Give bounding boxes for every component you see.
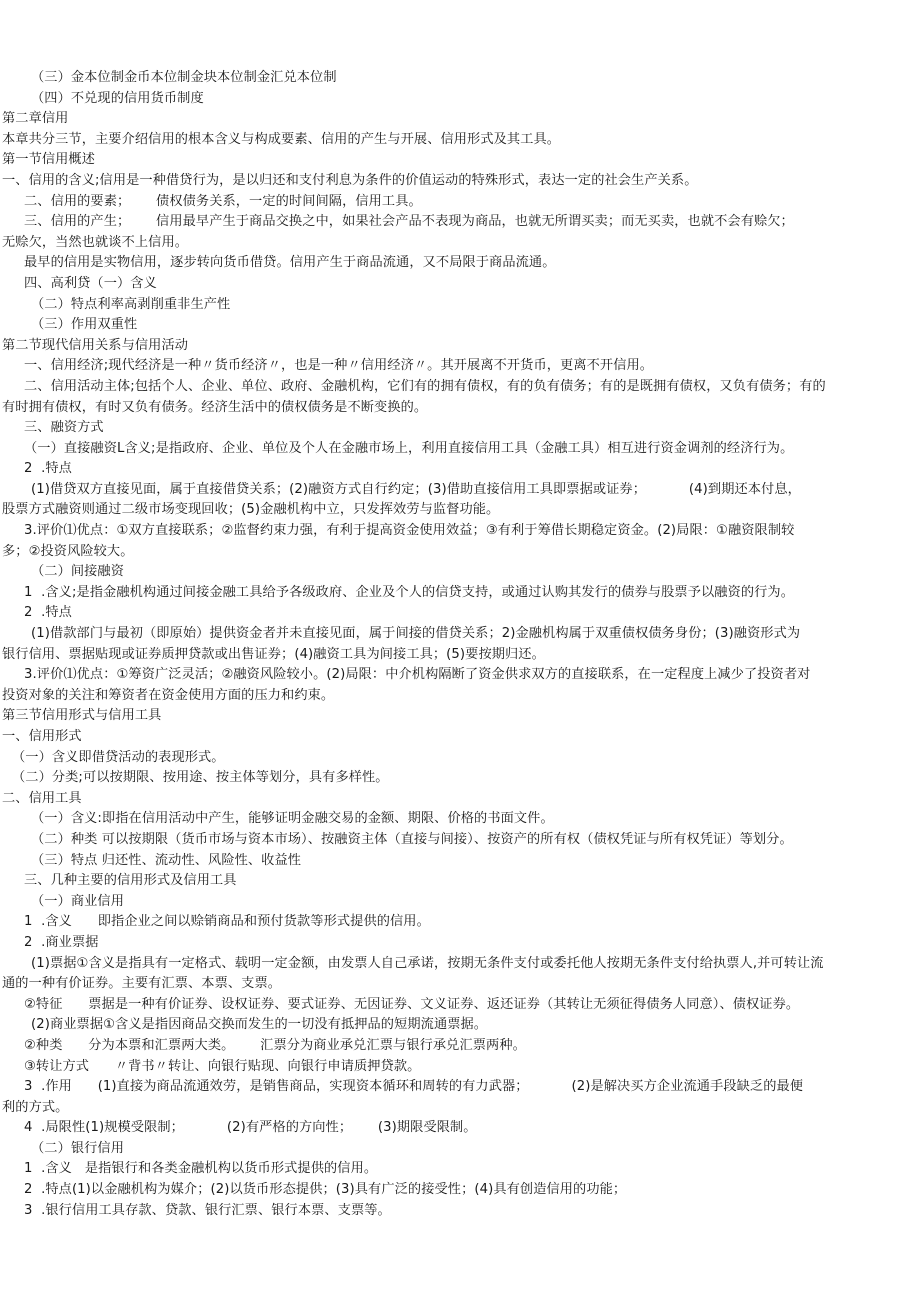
chapter-heading: 第二章信用 <box>2 111 69 127</box>
text-line: 二、信用工具 <box>2 790 82 806</box>
text-line: 三、信用的产生； 信用最早产生于商品交换之中，如果社会产品不表现为商品，也就无所谓买卖；而无买卖，也就不会有赊欠； <box>24 214 794 230</box>
text-line: 有时拥有债权，有时又负有债务。经济生活中的债权债务是不断变换的。 <box>2 399 428 415</box>
text-line: （一）直接融资L含义;是指政府、企业、单位及个人在金融市场上，利用直接信用工具（金融工具）相互进行资金调剂的经济行为。 <box>24 440 794 456</box>
text-line: 四、高利贷（一）含义 <box>24 275 157 291</box>
text-line: 一、信用经济;现代经济是一种〃货币经济〃，也是一种〃信用经济〃。其开展离不开货币，更离不开信用。 <box>24 358 654 374</box>
text-line: （三）金本位制金币本位制金块本位制金汇兑本位制 <box>31 70 337 85</box>
text-line: （一）含义:即指在信用活动中产生，能够证明金融交易的金额、期限、价格的书面文件。 <box>31 811 554 827</box>
text-line: 1 .含义;是指金融机构通过间接金融工具给予各级政府、企业及个人的信贷支持，或通过认购其发行的债券与股票予以融资的行为。 <box>24 584 795 600</box>
text-line: 二、信用的要素； 债权债务关系，一定的时间间隔，信用工具。 <box>24 193 422 209</box>
text-line: 3 .银行信用工具存款、贷款、银行汇票、银行本票、支票等。 <box>24 1202 391 1218</box>
text-line: ③转让方式 〃背书〃转让、向银行贴现、向银行申请质押贷款。 <box>24 1058 421 1074</box>
text-line: （二）种类 可以按期限（货币市场与资本市场）、按融资主体（直接与间接）、按资产的所有权（债权凭证与所有权凭证）等划分。 <box>31 831 793 847</box>
text-line: 三、几种主要的信用形式及信用工具 <box>24 873 237 889</box>
text-line: 2 .特点 <box>24 605 72 621</box>
text-line: 3.评价⑴优点：①筹资广泛灵活；②融资风险较小。(2)局限：中介机构隔断了资金供求双方的直接联系，在一定程度上减少了投资者对 <box>24 667 811 683</box>
text-line: （四）不兑现的信用货币制度 <box>31 90 204 106</box>
text-line: （二）分类;可以按期限、按用途、按主体等划分，具有多样性。 <box>12 770 389 786</box>
text-line: （一）商业信用 <box>31 893 125 909</box>
text-line: 4 .局限性(1)规模受限制； (2)有严格的方向性； (3)期限受限制。 <box>24 1120 477 1136</box>
text-line: (1)借款部门与最初（即原始）提供资金者并未直接见面，属于间接的借贷关系；2)金融机构属于双重债权债务身份；(3)融资形式为 <box>31 626 801 642</box>
text-line: （二）银行信用 <box>31 1140 125 1156</box>
text-line: （三）特点 归还性、流动性、风险性、收益性 <box>31 852 302 868</box>
text-line: 无赊欠，当然也就谈不上信用。 <box>2 234 189 250</box>
text-line: 最早的信用是实物信用，逐步转向货币借贷。信用产生于商品流通，又不局限于商品流通。 <box>24 255 556 271</box>
text-line: （二）间接融资 <box>31 564 125 580</box>
text-line: 3.评价⑴优点：①双方直接联系；②监督约束力强，有利于提高资金使用效益；③有利于筹借长期稳定资金。(2)局限：①融资限制较 <box>24 523 795 539</box>
text-line: ②种类 分为本票和汇票两大类。 汇票分为商业承兑汇票与银行承兑汇票两种。 <box>24 1037 526 1053</box>
text-line: （二）特点利率高剥削重非生产性 <box>31 296 231 312</box>
text-line: 2 .特点(1)以金融机构为媒介；(2)以货币形态提供；(3)具有广泛的接受性；(4)具有创造信用的功能； <box>24 1182 627 1198</box>
text-line: 通的一种有价证券。主要有汇票、本票、支票。 <box>2 976 282 992</box>
text-line: 股票方式融资则通过二级市场变现回收；(5)金融机构中立，只发挥效劳与监督功能。 <box>2 502 500 518</box>
text-line: 本章共分三节，主要介绍信用的根本含义与构成要素、信用的产生与开展、信用形式及其工具。 <box>2 131 561 147</box>
text-line: 三、融资方式 <box>24 420 104 436</box>
text-line: 银行信用、票据贴现或证券质押贷款或出售证券；(4)融资工具为间接工具；(5)要按期归还。 <box>2 646 545 662</box>
text-line: (2)商业票据①含义是指因商品交换而发生的一切没有抵押品的短期流通票据。 <box>31 1017 488 1033</box>
section-heading: 第三节信用形式与信用工具 <box>2 708 162 724</box>
text-line: 1 .含义 是指银行和各类金融机构以货币形式提供的信用。 <box>24 1161 378 1177</box>
text-line: 多；②投资风险较大。 <box>2 543 134 559</box>
text-line: 一、信用的含义;信用是一种借贷行为，是以归还和支付利息为条件的价值运动的特殊形式，表达一定的社会生产关系。 <box>2 172 698 188</box>
text-line: 投资对象的关注和筹资者在资金使用方面的压力和约束。 <box>2 687 335 703</box>
section-heading: 第二节现代信用关系与信用活动 <box>2 337 189 353</box>
text-line: 2 .商业票据 <box>24 934 99 950</box>
section-heading: 第一节信用概述 <box>2 152 96 168</box>
text-line: (1)票据①含义是指具有一定格式、载明一定金额，由发票人自己承诺，按期无条件支付或委托他人按期无条件支付给执票人,并可转让流 <box>31 955 824 971</box>
text-line: 2 .特点 <box>24 461 72 477</box>
text-line: 1 .含义 即指企业之间以赊销商品和预付货款等形式提供的信用。 <box>24 914 430 930</box>
document-page <box>0 68 916 1221</box>
text-line: 二、信用活动主体;包括个人、企业、单位、政府、金融机构，它们有的拥有债权，有的负有债务；有的是既拥有债权，又负有债务；有的 <box>24 378 826 394</box>
text-line: 利的方式。 <box>2 1099 69 1115</box>
text-line: ②特征 票据是一种有价证券、设权证券、要式证券、无因证券、文义证券、返还证券（其转让无须征得债务人同意）、债权证券。 <box>24 996 800 1012</box>
text-line: 一、信用形式 <box>2 729 82 744</box>
text-line: （一）含义即借贷活动的表现形式。 <box>12 749 225 765</box>
text-line: (1)借贷双方直接见面，属于直接借贷关系；(2)融资方式自行约定；(3)借助直接信用工具即票据或证券； (4)到期还本付息， <box>31 481 801 497</box>
text-line: 3 .作用 (1)直接为商品流通效劳，是销售商品，实现资本循环和周转的有力武器； (2)是解决买方企业流通手段缺乏的最便 <box>24 1079 804 1095</box>
text-line: （三）作用双重性 <box>31 317 138 333</box>
